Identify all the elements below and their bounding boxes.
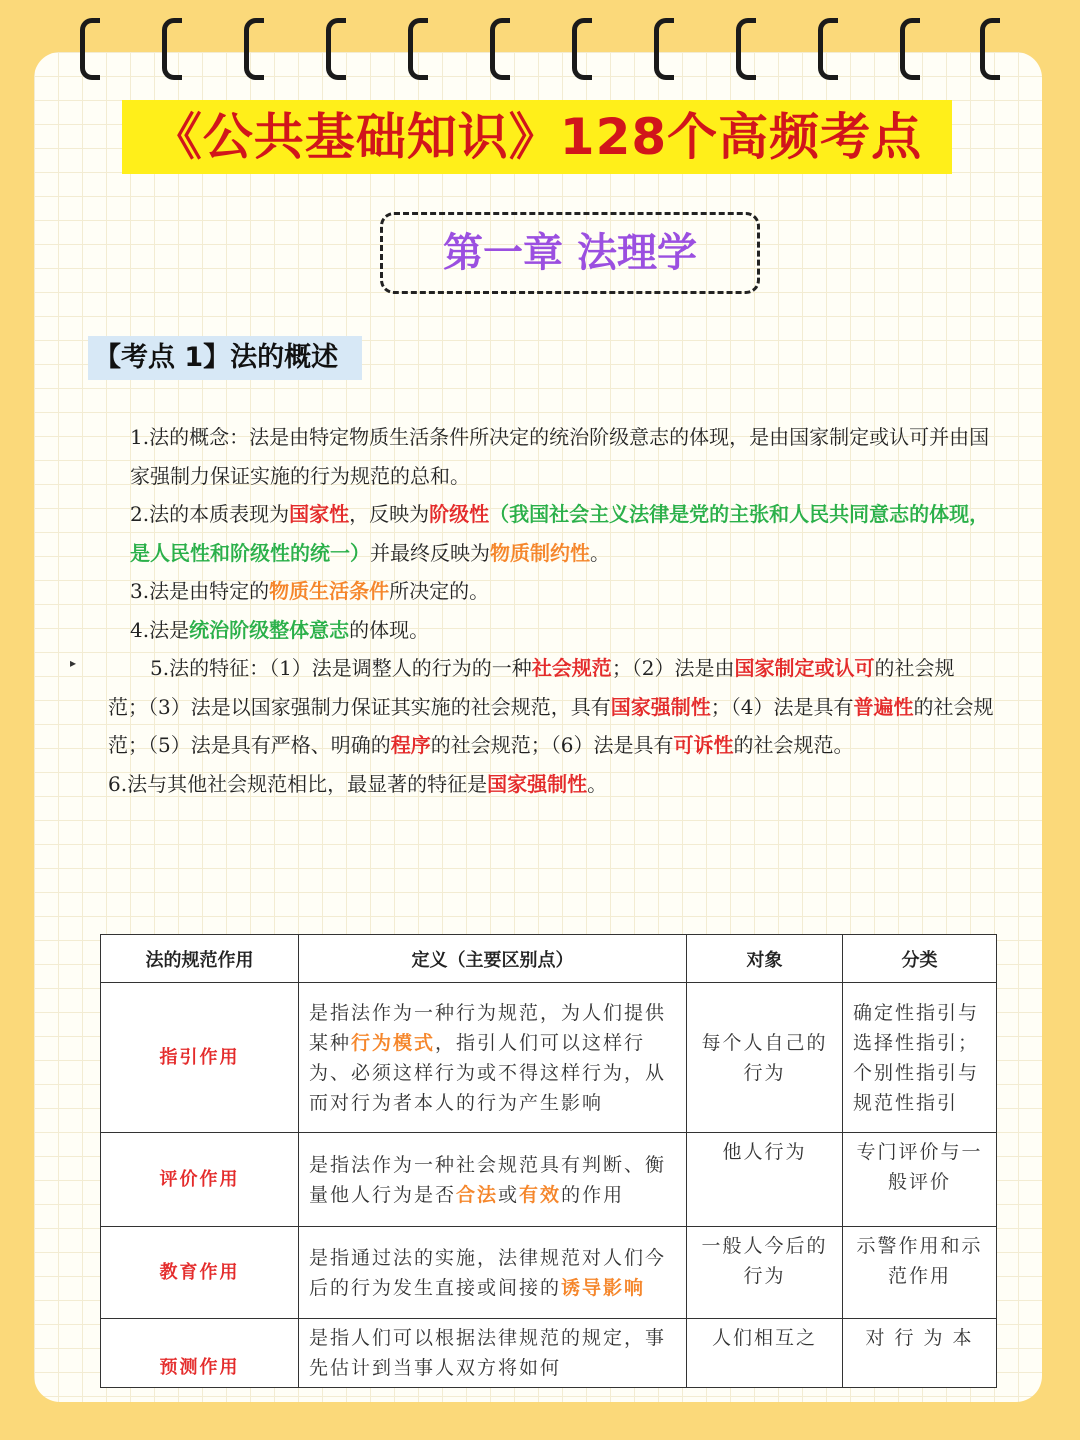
section-heading: 【考点 1】法的概述 bbox=[88, 336, 362, 380]
text-run: 的社会规范。 bbox=[733, 733, 854, 757]
bullet-marker-icon: ▸ bbox=[70, 656, 77, 670]
row-name: 指引作用 bbox=[101, 983, 299, 1133]
table-row bbox=[101, 983, 997, 1133]
paragraph-3 bbox=[88, 572, 994, 611]
binding-ring bbox=[162, 18, 182, 80]
row-definition bbox=[299, 983, 687, 1133]
text-run: 的社会规范；（6）法是具有 bbox=[430, 733, 674, 757]
binding-ring bbox=[326, 18, 346, 80]
highlight-orange: 合法 bbox=[456, 1183, 499, 1206]
binding-ring bbox=[736, 18, 756, 80]
text-run: 3.法是由特定的 bbox=[130, 579, 270, 603]
page-title: 《公共基础知识》128个高频考点 bbox=[122, 100, 952, 174]
text-run: ；（4）法是具有 bbox=[710, 694, 854, 719]
binding-ring bbox=[818, 18, 838, 80]
binding-ring bbox=[900, 18, 920, 80]
highlight-red: 国家强制性 bbox=[610, 694, 711, 719]
highlight-green: 统治阶级整体意志 bbox=[189, 617, 350, 642]
text-run: 的社会规范；（3）法是以国家强制力保证其实施的社会规范，具有 bbox=[108, 656, 955, 719]
table-row bbox=[101, 1227, 997, 1319]
highlight-red: 国家性 bbox=[289, 502, 350, 526]
highlight-red: 国家强制性 bbox=[487, 771, 588, 796]
row-category: 专门评价与一般评价 bbox=[843, 1133, 997, 1227]
highlight-red: 普遍性 bbox=[853, 694, 914, 719]
norm-function-table bbox=[100, 934, 997, 1388]
spiral-binding bbox=[0, 18, 1080, 88]
table-row bbox=[101, 1319, 997, 1388]
column-header: 定义（主要区别点） bbox=[299, 935, 687, 983]
text-run: 4.法是 bbox=[130, 617, 190, 642]
chapter-title: 第一章 法理学 bbox=[380, 212, 760, 294]
text-run: 5.法的特征：（1）法是调整人的行为的一种 bbox=[150, 656, 532, 680]
column-header: 对象 bbox=[687, 935, 843, 983]
row-name: 评价作用 bbox=[101, 1133, 299, 1227]
highlight-orange: 诱导影响 bbox=[561, 1276, 646, 1299]
paragraph-2 bbox=[88, 495, 994, 572]
text-run: 是指法作为一种社会规范具有判断、衡量他人行为是否 bbox=[309, 1153, 667, 1206]
row-object: 一般人今后的行为 bbox=[687, 1227, 843, 1319]
highlight-orange: 行为模式 bbox=[351, 1031, 436, 1054]
row-object: 每个人自己的行为 bbox=[687, 983, 843, 1133]
text-run: ，反映为 bbox=[349, 502, 430, 526]
column-header: 法的规范作用 bbox=[101, 935, 299, 983]
text-run: 是指法作为一种行为规范，为人们提供某种 bbox=[309, 1001, 667, 1054]
highlight-green: （我国社会主义法律是党的主张和人民共同意志的体现，是人民性和阶级性的统一） bbox=[130, 502, 990, 565]
row-object: 他人行为 bbox=[687, 1133, 843, 1227]
table-header-row bbox=[101, 935, 997, 983]
row-category: 示警作用和示范作用 bbox=[843, 1227, 997, 1319]
highlight-red: 程序 bbox=[390, 733, 431, 757]
paragraph-1: 1.法的概念：法是由特定物质生活条件所决定的统治阶级意志的体现，是由国家制定或认可并由国家强制力保证实施的行为规范的总和。 bbox=[130, 425, 990, 488]
text-run: ，指引人们可以这样行为、必须这样行为或不得这样行为，从而对行为者本人的行为产生影响 bbox=[309, 1031, 667, 1114]
binding-ring bbox=[80, 18, 100, 80]
text-run: 2.法的本质表现为 bbox=[130, 502, 290, 526]
binding-ring bbox=[244, 18, 264, 80]
row-object: 人们相互之 bbox=[687, 1319, 843, 1388]
row-name: 预测作用 bbox=[101, 1319, 299, 1388]
text-run: 6.法与其他社会规范相比，最显著的特征是 bbox=[108, 771, 488, 796]
highlight-red: 国家制定或认可 bbox=[734, 656, 875, 680]
row-category: 确定性指引与选择性指引；个别性指引与规范性指引 bbox=[843, 983, 997, 1133]
text-run: 。 bbox=[590, 540, 610, 565]
binding-ring bbox=[654, 18, 674, 80]
highlight-orange: 物质生活条件 bbox=[269, 579, 390, 603]
highlight-red: 阶级性 bbox=[429, 502, 490, 526]
text-run: 。 bbox=[587, 771, 608, 796]
column-header: 分类 bbox=[843, 935, 997, 983]
text-run: 或 bbox=[498, 1183, 520, 1206]
text-run: 的体现。 bbox=[349, 617, 430, 642]
binding-ring bbox=[572, 18, 592, 80]
highlight-orange: 物质制约性 bbox=[490, 540, 590, 565]
text-run: ；（2）法是由 bbox=[611, 656, 735, 680]
binding-ring bbox=[980, 18, 1000, 80]
row-definition: 是指人们可以根据法律规范的规定，事先估计到当事人双方将如何 bbox=[299, 1319, 687, 1388]
binding-ring bbox=[408, 18, 428, 80]
row-name: 教育作用 bbox=[101, 1227, 299, 1319]
table-row bbox=[101, 1133, 997, 1227]
paragraph-5 bbox=[88, 649, 994, 765]
section-body bbox=[88, 418, 994, 803]
text-run: 是指通过法的实施，法律规范对人们今后的行为发生直接或间接的 bbox=[309, 1246, 667, 1299]
binding-ring bbox=[490, 18, 510, 80]
text-run: 的社会规范；（5）法是具有严格、明确的 bbox=[108, 694, 994, 757]
highlight-red: 可诉性 bbox=[673, 733, 734, 757]
row-category: 对 行 为 本 bbox=[843, 1319, 997, 1388]
paragraph-4 bbox=[88, 611, 994, 650]
text-run: 的作用 bbox=[561, 1183, 625, 1206]
text-run: 所决定的。 bbox=[389, 579, 490, 603]
row-definition bbox=[299, 1227, 687, 1319]
row-definition bbox=[299, 1133, 687, 1227]
paragraph-6 bbox=[88, 765, 994, 804]
highlight-orange: 有效 bbox=[519, 1183, 562, 1206]
text-run: 并最终反映为 bbox=[370, 540, 490, 565]
highlight-red: 社会规范 bbox=[531, 656, 612, 680]
